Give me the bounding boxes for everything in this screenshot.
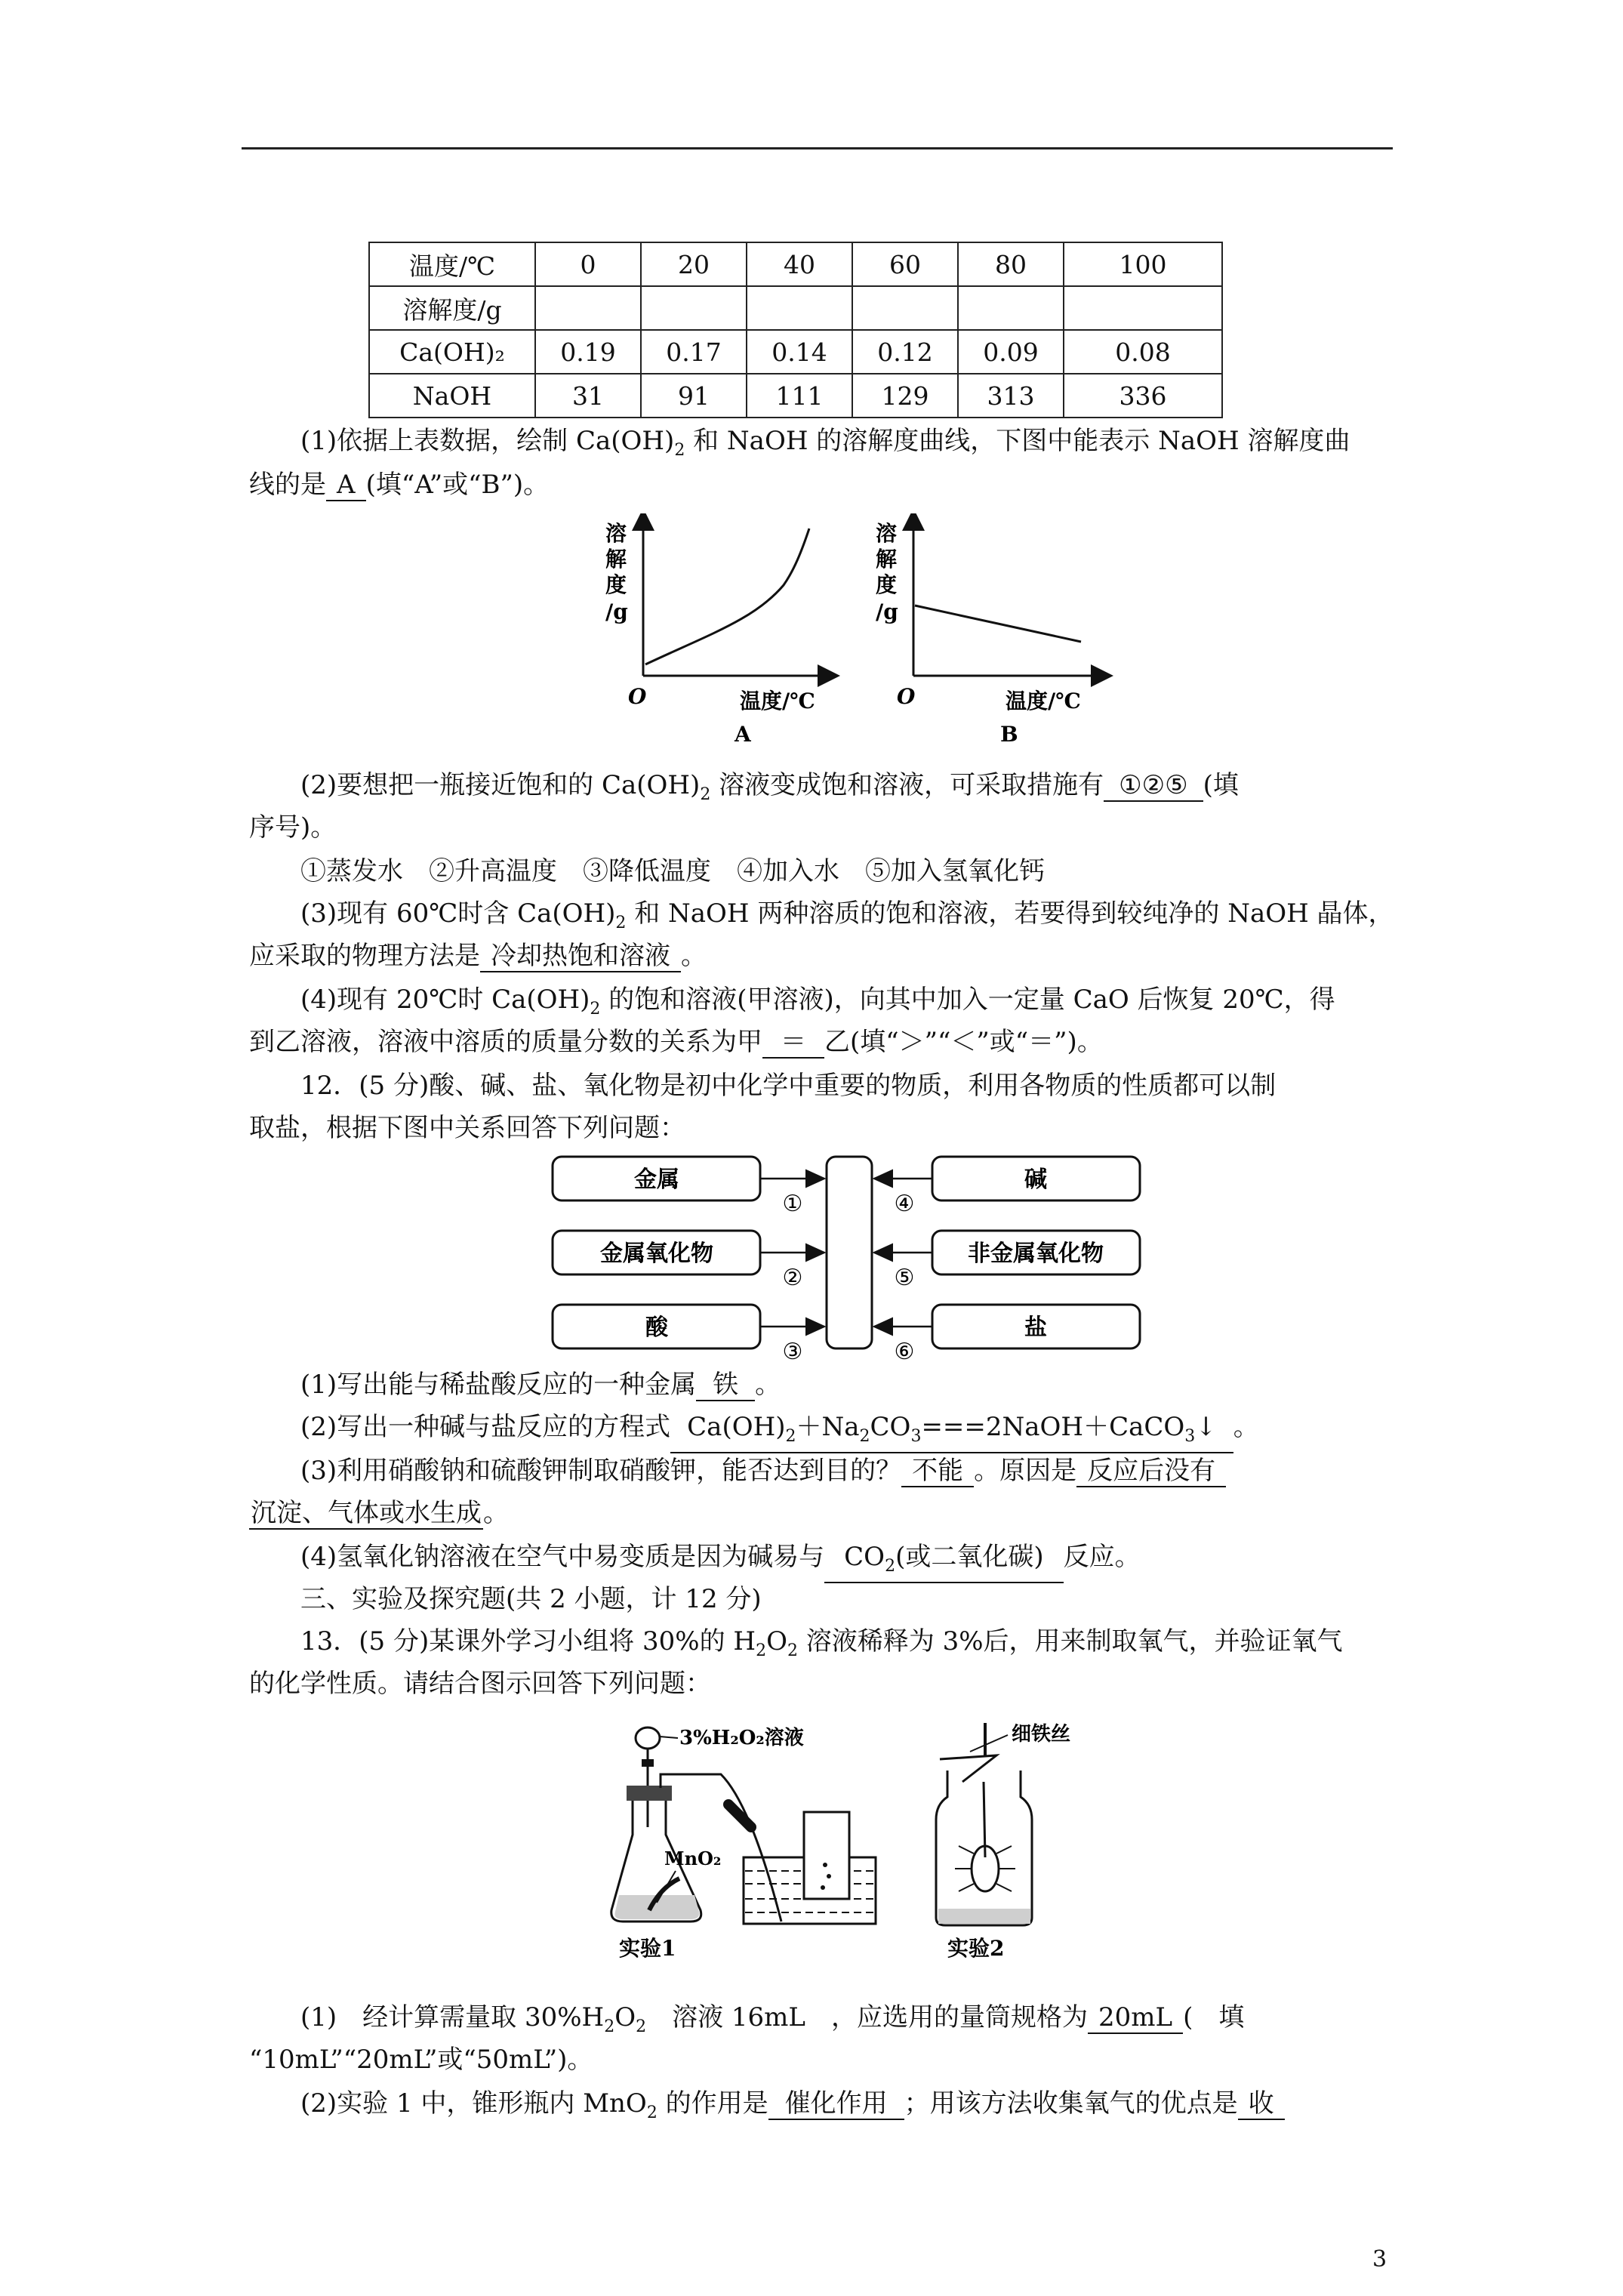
graph-a [605,519,829,747]
q12-4: (4)氢氧化钠溶液在空气中易变质是因为碱易与 $CO_2$(或二氧化碳) 反应。 [249,1539,1440,1583]
label-metal: 金属 [634,1166,679,1193]
table-cell [1064,286,1222,330]
table-cell: 111 [747,374,852,418]
table-cell: 0.17 [641,330,747,374]
q13-line2: 的化学性质。请结合图示回答下列问题： [249,1669,711,1699]
answer-blank: 冷却热饱和溶液 [480,941,681,972]
table-cell: 336 [1064,374,1222,418]
table-cell: 溶解度/g [369,286,535,330]
salt-relationship-diagram [544,1149,1147,1368]
q13-1-line2: “10mL”“20mL”或“50mL”)。 [249,2045,593,2075]
q11-3-line2: 应采取的物理方法是 冷却热饱和溶液 。 [249,941,707,971]
y-axis-label: 解 [605,547,627,572]
table-cell: 0.14 [747,330,852,374]
graph-a-caption: A [735,722,751,747]
q11-3-line1: (3)现有 60℃时含 $Ca(OH)_2$ 和 NaOH 两种溶质的饱和溶液，若要得到较纯净的 NaOH 晶体， [300,898,1394,932]
q11-4-line1: (4)现有 20℃时 $Ca(OH)_2$ 的饱和溶液(甲溶液)，向其中加入一定量 CaO 后恢复 20℃，得 [300,985,1335,1019]
header-rule [242,147,1393,149]
arrow-label-6: ⑥ [894,1339,915,1365]
x-axis-label: 温度/℃ [1006,689,1081,713]
q12-line1: 12．(5 分)酸、碱、盐、氧化物是初中化学中重要的物质，利用各物质的性质都可以制 [300,1071,1277,1101]
label-h2o2: 3%H₂O₂溶液 [679,1727,804,1749]
table-cell: 129 [852,374,958,418]
q11-1-line2: 线的是 A (填“A”或“B”)。 [249,470,550,500]
origin-label: O [628,684,647,709]
table-cell [852,286,958,330]
y-axis-label: 度 [605,572,627,597]
table-row [369,286,1222,330]
box-salt-center [827,1157,872,1348]
q13-2-line1: (2)实验 1 中，锥形瓶内 MnO$_2$ 的作用是 催化作用 ；用该方法收集氧气的优点是 收 [249,2085,1440,2131]
answer-blank: A [326,470,366,501]
y-axis-label: 溶 [876,521,898,546]
table-cell: 20 [641,242,747,286]
label-acid: 酸 [645,1314,668,1341]
q12-2: (2)写出一种碱与盐反应的方程式 $Ca(OH)_2+Na_2CO_3===2NaOH+CaCO_3↓$ 。 [249,1409,1440,1453]
arrow-label-3: ③ [782,1339,803,1365]
x-axis-label: 温度/℃ [740,689,815,713]
origin-label: O [897,684,916,709]
label-iron-wire: 细铁丝 [1012,1723,1071,1746]
answer-blank: 催化作用 [768,2088,904,2120]
answer-blank: ＝ [762,1027,824,1059]
arrow-label-2: ② [782,1265,803,1291]
table-cell: 91 [641,374,747,418]
table-cell [958,286,1064,330]
table-cell: 0.09 [958,330,1064,374]
section-heading: 三、实验及探究题(共 2 小题，计 12 分) [300,1584,762,1614]
y-axis-label: /g [876,599,898,624]
curve-a [645,529,809,664]
y-axis-label: 度 [876,572,898,597]
table-row [369,242,1222,286]
table-cell: 0.19 [535,330,641,374]
answer-blank: 收 [1238,2088,1285,2120]
table-cell [535,286,641,330]
answer-blank: 不能 [901,1456,974,1487]
graph-b [876,519,1102,747]
y-axis-label: 解 [876,547,898,572]
page-number: 3 [1372,2246,1387,2273]
experiment-illustrations [604,1714,1132,1963]
arrow-label-4: ④ [894,1191,915,1217]
caption-experiment-1: 实验1 [619,1936,676,1961]
table-cell [641,286,747,330]
table-cell: 0.08 [1064,330,1222,374]
q11-1-line1: (1)依据上表数据，绘制 $Ca(OH)_2$ 和 NaOH 的溶解度曲线，下图中能表示 NaOH 溶解度曲 [300,426,1350,460]
table-cell: NaOH [369,374,535,418]
q11-2-line1: (2)要想把一瓶接近饱和的 $Ca(OH)_2$ 溶液变成饱和溶液，可采取措施有 ①②⑤ (填 [300,770,1239,804]
table-cell: 0.12 [852,330,958,374]
table-cell: 80 [958,242,1064,286]
table-cell: 温度/℃ [369,242,535,286]
y-axis-label: /g [605,599,628,624]
label-nonmetal-oxide: 非金属氧化物 [968,1240,1104,1267]
table-row [369,330,1222,374]
arrow-label-5: ⑤ [894,1265,915,1291]
table-cell: 60 [852,242,958,286]
q13-line1: 13．(5 分)某课外学习小组将 30%的 $H_2O_2$ 溶液稀释为 3%后，用来制取氧气，并验证氧气 [300,1626,1343,1660]
q11-2-line2: 序号)。 [249,812,337,843]
answer-blank: $Ca(OH)_2+Na_2CO_3===2NaOH+CaCO_3↓$ [670,1412,1233,1453]
table-cell: Ca(OH)₂ [369,330,535,374]
label-metal-oxide: 金属氧化物 [600,1240,713,1267]
q13-1-line1: (1) 经计算需量取 $30\%H_2O_2$ 溶液 16mL ，应选用的量筒规格为 20mL ( 填 [300,2002,1245,2036]
table-cell: 313 [958,374,1064,418]
label-mno2: MnO₂ [664,1848,722,1869]
table-cell: 100 [1064,242,1222,286]
q11-4-line2: 到乙溶液，溶液中溶质的质量分数的关系为甲 ＝ 乙(填“＞”“＜”或“＝”)。 [249,1027,1103,1057]
experiment-1-apparatus [611,1726,876,1961]
table-cell [747,286,852,330]
table-cell: 0 [535,242,641,286]
answer-blank: 沉淀、气体或水生成 [251,1498,482,1528]
q11-2-options: ①蒸发水 ②升高温度 ③降低温度 ④加入水 ⑤加入氢氧化钙 [300,856,1045,886]
q12-1: (1)写出能与稀盐酸反应的一种金属 铁 。 [300,1370,781,1400]
experiment-2-apparatus [936,1722,1070,1961]
table-cell: 40 [747,242,852,286]
label-base: 碱 [1024,1166,1047,1193]
q12-3-line1: (3)利用硝酸钠和硫酸钾制取硝酸钾，能否达到目的？ 不能 。原因是 反应后没有 [249,1453,1440,1489]
solubility-graphs [589,513,1132,755]
label-salt: 盐 [1024,1314,1047,1341]
answer-blank: 铁 [696,1370,755,1401]
answer-blank: ①②⑤ [1104,770,1203,802]
arrow-label-1: ① [782,1191,803,1217]
solubility-table [368,242,1223,418]
caption-experiment-2: 实验2 [947,1936,1005,1961]
q12-3-line2: 沉淀、气体或水生成。 [251,1498,509,1528]
curve-b [915,606,1081,642]
answer-blank: 20mL [1088,2002,1183,2034]
graph-b-caption: B [1000,722,1018,747]
answer-blank: $CO_2$(或二氧化碳) [824,1542,1063,1583]
answer-blank: 反应后没有 [1076,1456,1226,1487]
table-row [369,374,1222,418]
q12-line2: 取盐，根据下图中关系回答下列问题： [249,1113,685,1143]
y-axis-label: 溶 [605,521,627,546]
table-cell: 31 [535,374,641,418]
